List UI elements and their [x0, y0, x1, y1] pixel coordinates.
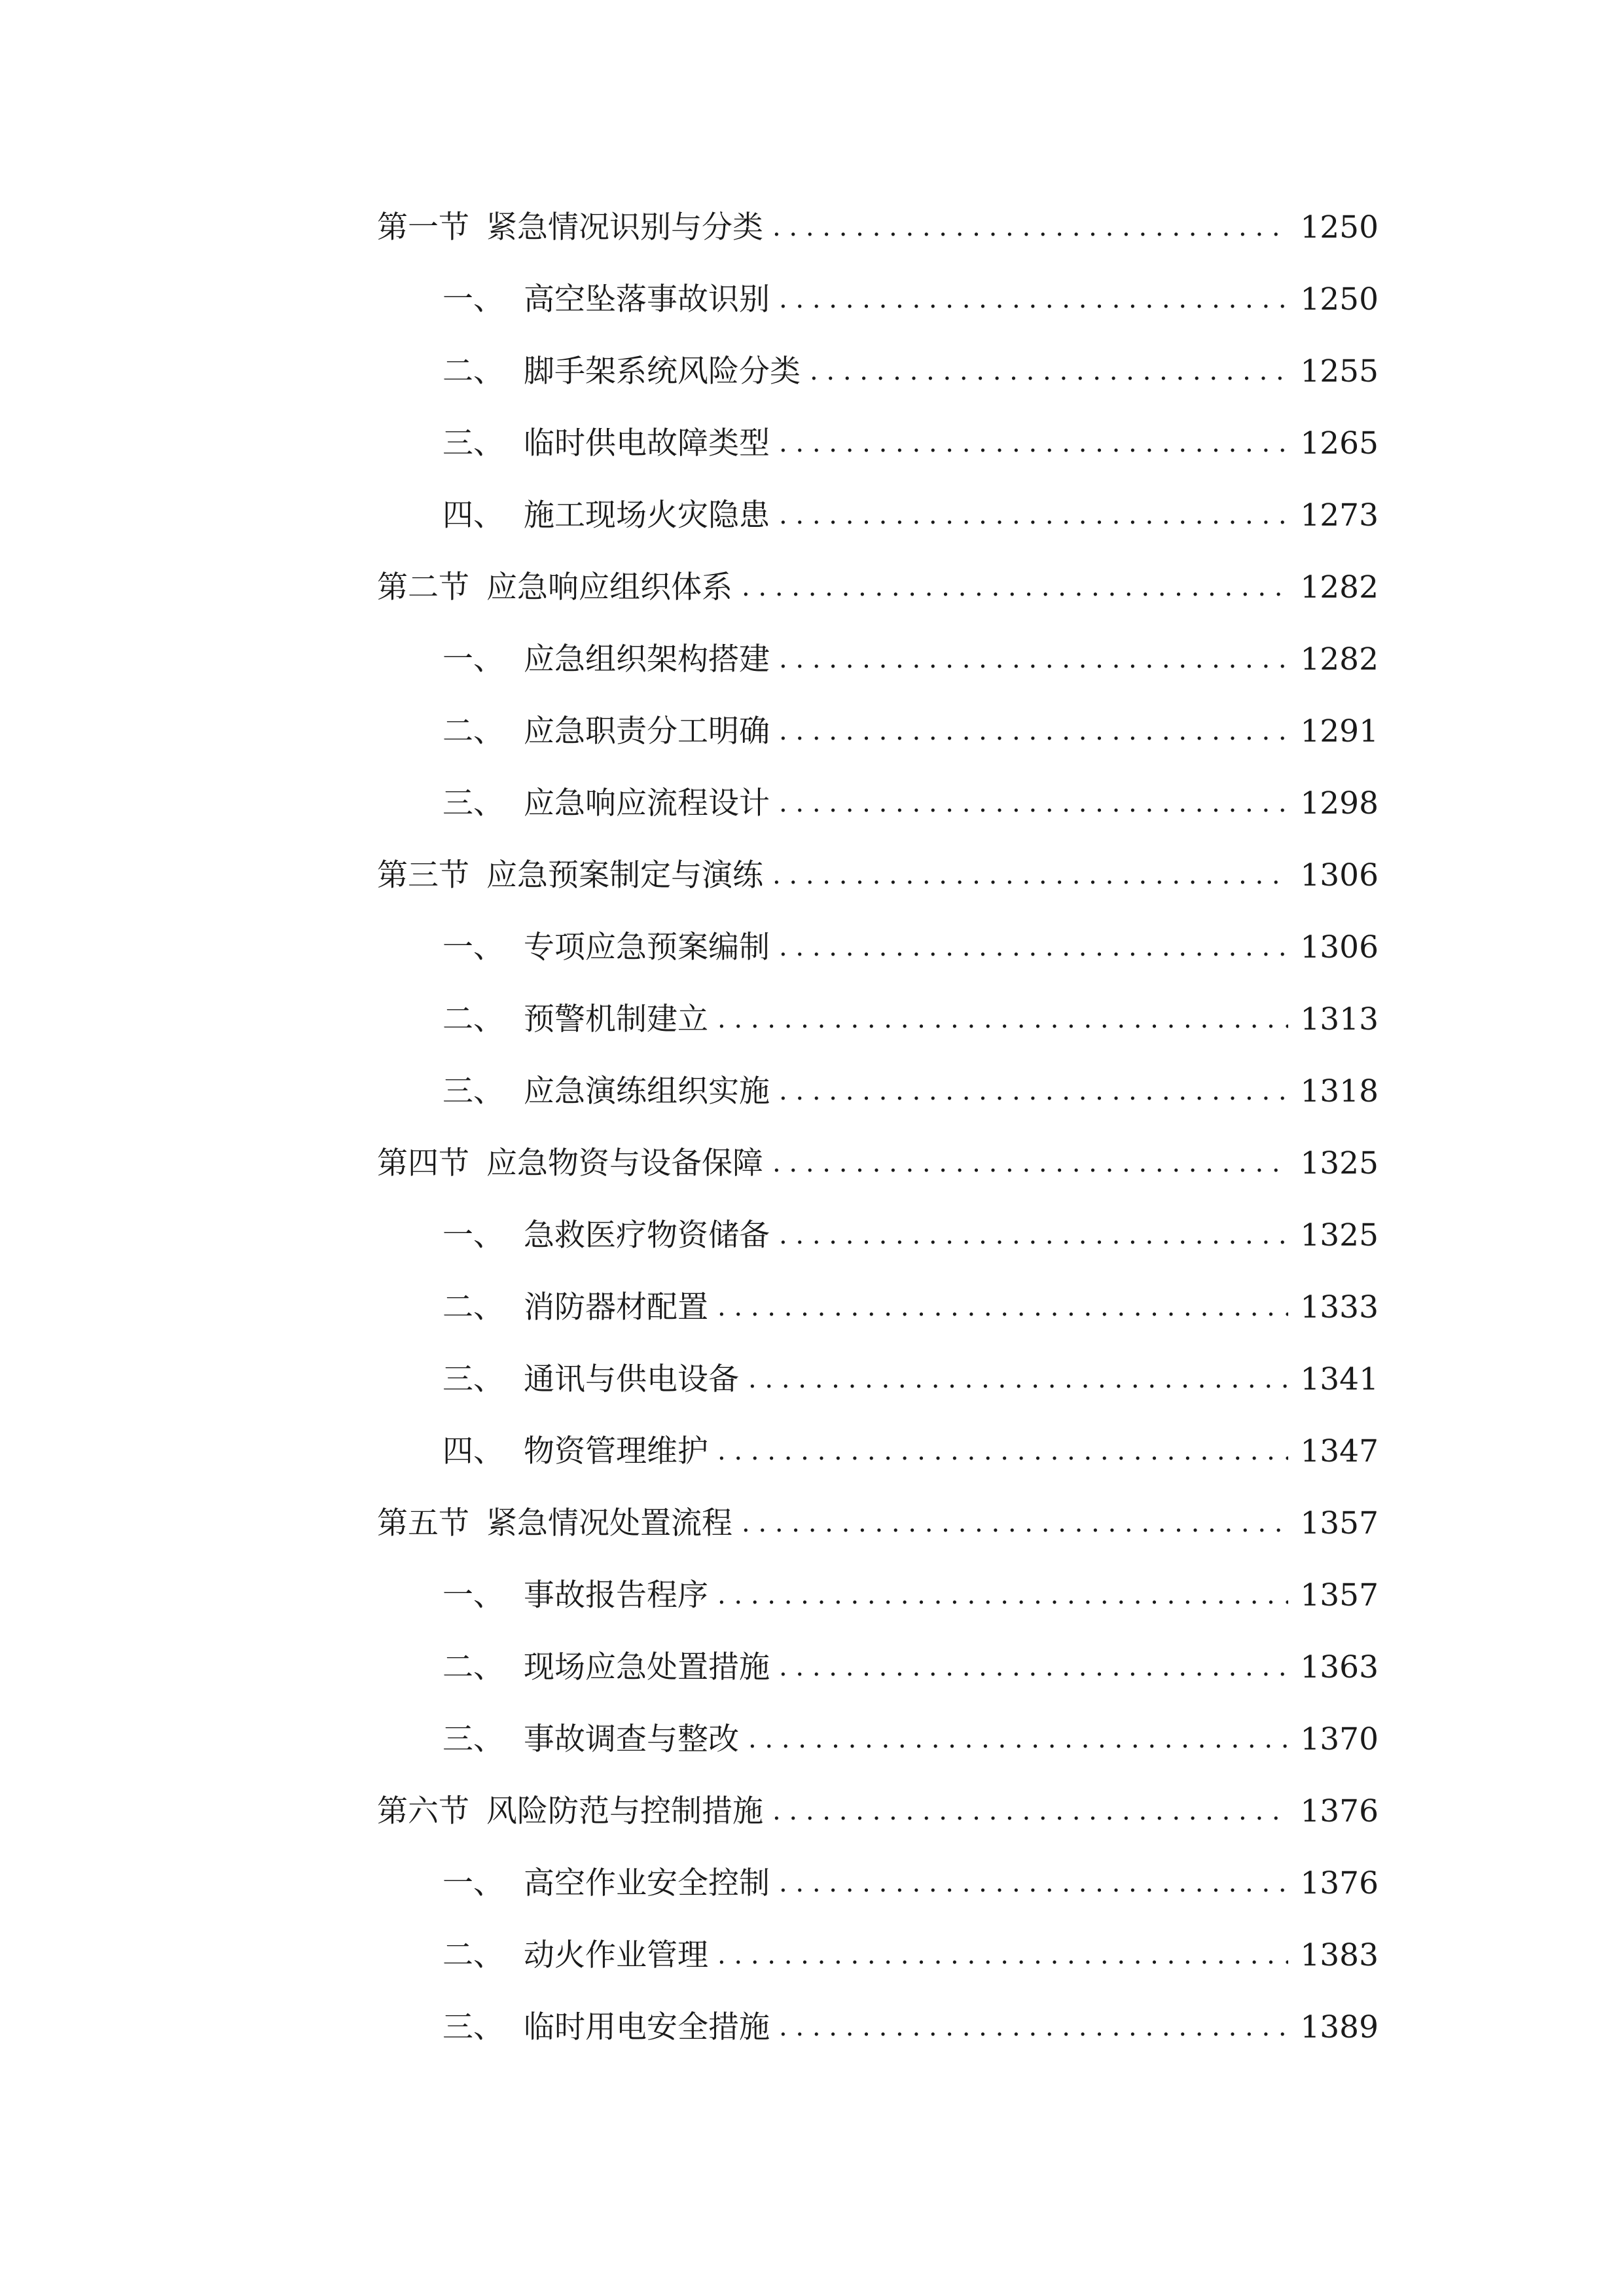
toc-leader-dots	[717, 1438, 1288, 1464]
toc-section-title: 紧急情况识别与分类	[486, 209, 763, 245]
toc-leader-dots	[772, 1798, 1288, 1824]
toc-subsection-number: 二、	[442, 353, 504, 389]
toc-page-number: 1265	[1300, 425, 1379, 461]
toc-subsection[interactable]	[377, 1703, 1379, 1775]
toc-subsection-title: 动火作业管理	[524, 1937, 708, 1973]
toc-section-number: 第四节	[377, 1145, 469, 1181]
toc-subsection[interactable]	[377, 335, 1379, 407]
toc-subsection-title: 高空作业安全控制	[524, 1865, 770, 1901]
toc-subsection[interactable]	[377, 767, 1379, 839]
toc-page-number: 1313	[1300, 1001, 1379, 1037]
toc-subsection-number: 三、	[442, 785, 504, 821]
toc-page-number: 1291	[1300, 713, 1379, 749]
toc-subsection[interactable]	[377, 1991, 1379, 2063]
toc-leader-dots	[779, 2014, 1288, 2040]
toc-section-number: 第六节	[377, 1793, 469, 1829]
toc-page-number: 1282	[1300, 569, 1379, 605]
toc-subsection[interactable]	[377, 695, 1379, 767]
toc-subsection-number: 一、	[442, 281, 504, 317]
toc-leader-dots	[810, 358, 1288, 384]
toc-section-title: 紧急情况处置流程	[486, 1505, 732, 1541]
toc-leader-dots	[772, 862, 1288, 888]
toc-subsection-number: 三、	[442, 2009, 504, 2045]
toc-page-number: 1282	[1300, 641, 1379, 677]
toc-subsection[interactable]	[377, 1919, 1379, 1991]
toc-leader-dots	[779, 790, 1288, 816]
toc-subsection-number: 一、	[442, 1577, 504, 1613]
toc-subsection[interactable]	[377, 1631, 1379, 1703]
toc-leader-dots	[779, 646, 1288, 672]
toc-subsection-number: 二、	[442, 713, 504, 749]
toc-page-number: 1357	[1300, 1505, 1379, 1541]
toc-subsection-number: 四、	[442, 1433, 504, 1469]
toc-leader-dots	[779, 1078, 1288, 1104]
toc-section-title: 应急物资与设备保障	[486, 1145, 763, 1181]
toc-subsection-title: 应急演练组织实施	[524, 1073, 770, 1109]
toc-subsection[interactable]	[377, 1343, 1379, 1415]
toc-section-number: 第二节	[377, 569, 469, 605]
toc-page-number: 1298	[1300, 785, 1379, 821]
toc-page-number: 1389	[1300, 2009, 1379, 2045]
toc-page-number: 1325	[1300, 1217, 1379, 1253]
toc-subsection-number: 一、	[442, 1865, 504, 1901]
toc-section-5[interactable]	[377, 1487, 1379, 1559]
toc-section-2[interactable]	[377, 551, 1379, 623]
toc-subsection-title: 应急职责分工明确	[524, 713, 770, 749]
toc-subsection[interactable]	[377, 1199, 1379, 1271]
toc-subsection-title: 应急响应流程设计	[524, 785, 770, 821]
toc-leader-dots	[779, 1222, 1288, 1248]
toc-subsection-number: 三、	[442, 1721, 504, 1757]
toc-leader-dots	[748, 1726, 1288, 1752]
toc-subsection[interactable]	[377, 983, 1379, 1055]
toc-page-number: 1250	[1300, 209, 1379, 245]
toc-subsection-number: 一、	[442, 641, 504, 677]
toc-section-number: 第五节	[377, 1505, 469, 1541]
toc-subsection-number: 二、	[442, 1649, 504, 1685]
toc-section-number: 第三节	[377, 857, 469, 893]
toc-section-title: 应急预案制定与演练	[486, 857, 763, 893]
toc-subsection[interactable]	[377, 407, 1379, 479]
toc-subsection[interactable]	[377, 1415, 1379, 1487]
toc-section-title: 应急响应组织体系	[486, 569, 732, 605]
toc-page-number: 1341	[1300, 1361, 1379, 1397]
toc-section-1[interactable]	[377, 191, 1379, 263]
toc-section-title: 风险防范与控制措施	[486, 1793, 763, 1829]
toc-page-number: 1376	[1300, 1865, 1379, 1901]
toc-leader-dots	[717, 1942, 1288, 1968]
toc-leader-dots	[779, 718, 1288, 744]
toc-page-number: 1306	[1300, 929, 1379, 965]
toc-subsection-number: 二、	[442, 1001, 504, 1037]
toc-section-number: 第一节	[377, 209, 469, 245]
toc-leader-dots	[717, 1294, 1288, 1320]
toc-subsection-title: 专项应急预案编制	[524, 929, 770, 965]
toc-section-6[interactable]	[377, 1775, 1379, 1847]
toc-subsection-number: 四、	[442, 497, 504, 533]
toc-page-number: 1255	[1300, 353, 1379, 389]
toc-subsection-number: 三、	[442, 1073, 504, 1109]
toc-subsection[interactable]	[377, 263, 1379, 335]
toc-subsection-number: 三、	[442, 425, 504, 461]
toc-leader-dots	[772, 214, 1288, 240]
toc-subsection-title: 临时供电故障类型	[524, 425, 770, 461]
toc-subsection[interactable]	[377, 479, 1379, 551]
toc-page-number: 1325	[1300, 1145, 1379, 1181]
toc-leader-dots	[748, 1366, 1288, 1392]
toc-leader-dots	[779, 1654, 1288, 1680]
toc-subsection-title: 脚手架系统风险分类	[524, 353, 801, 389]
toc-subsection-number: 一、	[442, 1217, 504, 1253]
toc-subsection-number: 三、	[442, 1361, 504, 1397]
toc-subsection[interactable]	[377, 911, 1379, 983]
toc-section-4[interactable]	[377, 1127, 1379, 1199]
toc-leader-dots	[717, 1582, 1288, 1608]
toc-subsection-title: 物资管理维护	[524, 1433, 708, 1469]
toc-subsection[interactable]	[377, 623, 1379, 695]
toc-subsection-number: 二、	[442, 1937, 504, 1973]
toc-subsection-number: 一、	[442, 929, 504, 965]
toc-section-3[interactable]	[377, 839, 1379, 911]
toc-page-number: 1370	[1300, 1721, 1379, 1757]
toc-subsection[interactable]	[377, 1055, 1379, 1127]
toc-subsection-title: 通讯与供电设备	[524, 1361, 739, 1397]
toc-subsection-title: 临时用电安全措施	[524, 2009, 770, 2045]
toc-page-number: 1318	[1300, 1073, 1379, 1109]
toc-subsection-title: 事故调查与整改	[524, 1721, 739, 1757]
toc-subsection[interactable]	[377, 1271, 1379, 1343]
table-of-contents	[377, 191, 1379, 2063]
toc-leader-dots	[742, 574, 1288, 600]
toc-leader-dots	[779, 1870, 1288, 1896]
toc-subsection-title: 急救医疗物资储备	[524, 1217, 770, 1253]
toc-leader-dots	[779, 502, 1288, 528]
toc-page-number: 1273	[1300, 497, 1379, 533]
toc-subsection-title: 消防器材配置	[524, 1289, 708, 1325]
toc-subsection[interactable]	[377, 1847, 1379, 1919]
toc-page-number: 1383	[1300, 1937, 1379, 1973]
toc-leader-dots	[742, 1510, 1288, 1536]
toc-subsection[interactable]	[377, 1559, 1379, 1631]
toc-page-number: 1347	[1300, 1433, 1379, 1469]
toc-page-number: 1376	[1300, 1793, 1379, 1829]
toc-leader-dots	[772, 1150, 1288, 1176]
toc-subsection-title: 预警机制建立	[524, 1001, 708, 1037]
toc-page-number: 1306	[1300, 857, 1379, 893]
toc-subsection-title: 高空坠落事故识别	[524, 281, 770, 317]
toc-leader-dots	[717, 1006, 1288, 1032]
toc-subsection-title: 现场应急处置措施	[524, 1649, 770, 1685]
toc-leader-dots	[779, 430, 1288, 456]
toc-subsection-title: 应急组织架构搭建	[524, 641, 770, 677]
toc-subsection-title: 施工现场火灾隐患	[524, 497, 770, 533]
toc-page-number: 1357	[1300, 1577, 1379, 1613]
toc-page-number: 1333	[1300, 1289, 1379, 1325]
toc-subsection-number: 二、	[442, 1289, 504, 1325]
toc-subsection-title: 事故报告程序	[524, 1577, 708, 1613]
toc-page-number: 1250	[1300, 281, 1379, 317]
toc-page-number: 1363	[1300, 1649, 1379, 1685]
toc-leader-dots	[779, 286, 1288, 312]
toc-leader-dots	[779, 934, 1288, 960]
